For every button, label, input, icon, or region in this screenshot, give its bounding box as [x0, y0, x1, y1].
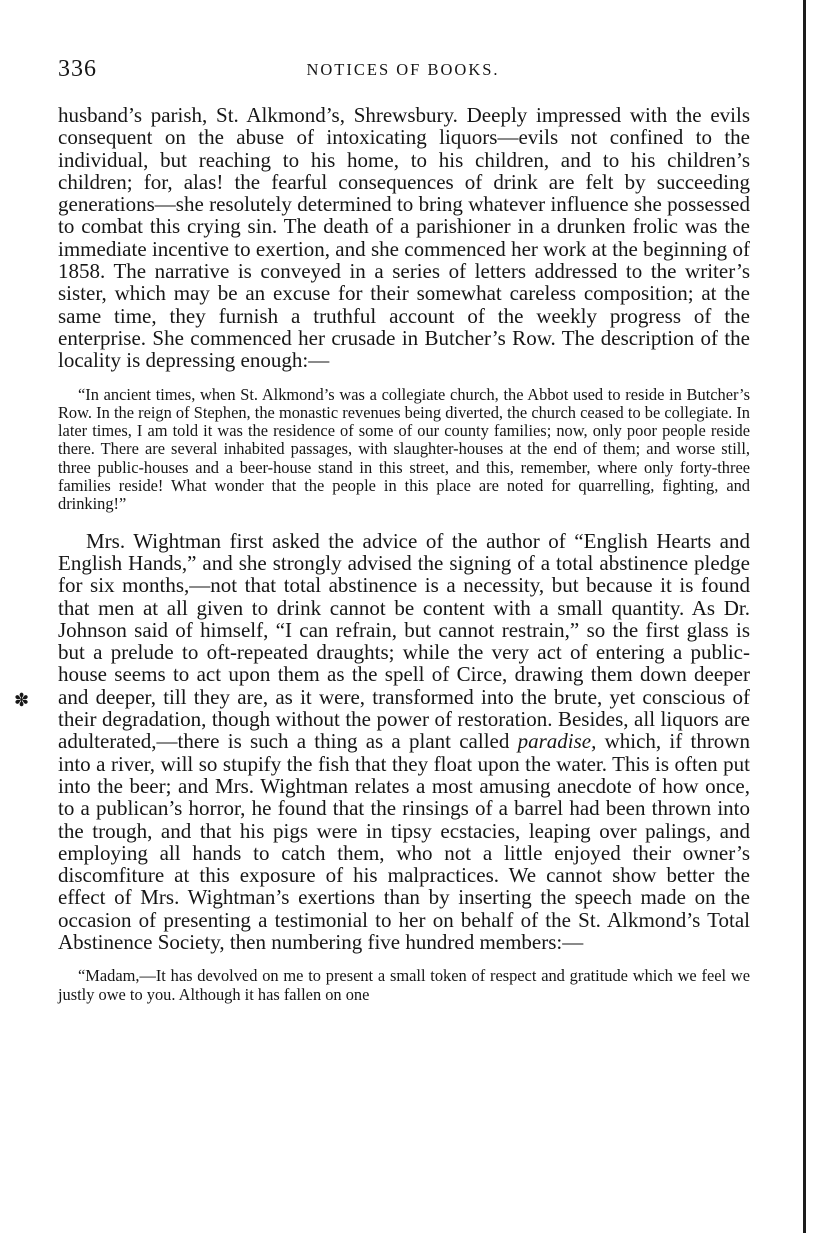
running-head: NOTICES OF BOOKS.	[306, 60, 500, 79]
margin-mark-icon: ✽	[14, 690, 30, 710]
block-quote-1: “In ancient times, when St. Alkmond’s was a collegiate church, the Abbot used to reside in Butcher’s Row. In the reign of Stephen, the monastic revenues being diverted, the church ceased to be collegiate. In later times, I am told it was the residence of some of our county families; now, only poor people reside there. There are several inhabited passages, with slaughter-houses at the end of them; and worse still, three public-houses and a beer-house stand in this street, and this, remember, where only forty-three families reside! What wonder that the people in this place are noted for quarrelling, fighting, and drinking!”	[58, 384, 750, 514]
paragraph-2-text-b: which, if thrown into a river, will so stupify the fish that they float upon the water. This is often put into the beer; and Mrs. Wightman relates a most amusing anecdote of how once, to a publican’s horror, he found that the rinsings of a barrel had been thrown into the trough, and that his pigs were in tipsy ecstacies, leaping over palings, and employing all hands to catch them, who not a little enjoyed their owner’s discomfiture at this exposure of his malpractices. We cannot show better the effect of Mrs. Wightman’s exertions than by inserting the speech made on the occasion of presenting a testimonial to her on behalf of the St. Alkmond’s Total Abstinence Society, then numbering five hundred members:—	[58, 729, 750, 954]
text-body	[58, 104, 750, 1004]
page-edge-rule	[803, 0, 806, 1233]
paragraph-1: husband’s parish, St. Alkmond’s, Shrewsbury. Deeply impressed with the evils consequent on the abuse of intoxicating liquors—evils not confined to the individual, but reaching to his home, to his children, and to his children’s children; for, alas! the fearful consequences of drink are felt by succeeding generations—she resolutely determined to bring whatever influence she possessed to combat this crying sin. The death of a parishioner in a drunken frolic was the immediate incentive to exertion, and she commenced her work at the beginning of 1858. The narrative is conveyed in a series of letters addressed to the writer’s sister, which may be an excuse for their somewhat careless composition; at the same time, they furnish a truthful account of the weekly progress of the enterprise. She commenced her crusade in Butcher’s Row. The description of the locality is depressing enough:—	[58, 103, 750, 373]
block-quote-2: “Madam,—It has devolved on me to present a small token of respect and gratitude which we feel we justly owe to you. Although it has fallen on one	[58, 966, 750, 1004]
page-header	[58, 56, 748, 86]
page-number: 336	[58, 56, 97, 82]
paragraph-2	[58, 530, 750, 954]
paragraph-2-text-a: Mrs. Wightman first asked the advice of the author of “English Hearts and English Hands,” and she strongly advised the signing of a total abstinence pledge for six months,—not that total abstinence is a necessity, but because it is found that men at all given to drink cannot be content with a small quantity. As Dr. Johnson said of himself, “I can refrain, but cannot restrain,” so the first glass is but a prelude to oft-repeated draughts; while the very act of entering a public-house seems to act upon them as the spell of Circe, drawing them down deeper and deeper, till they are, as it were, transformed into the brute, yet conscious of their degradation, though without the power of restoration. Besides, all liquors are adulterated,—there is such a thing as a plant called	[58, 528, 750, 754]
paragraph-2-italic: paradise,	[517, 729, 597, 754]
